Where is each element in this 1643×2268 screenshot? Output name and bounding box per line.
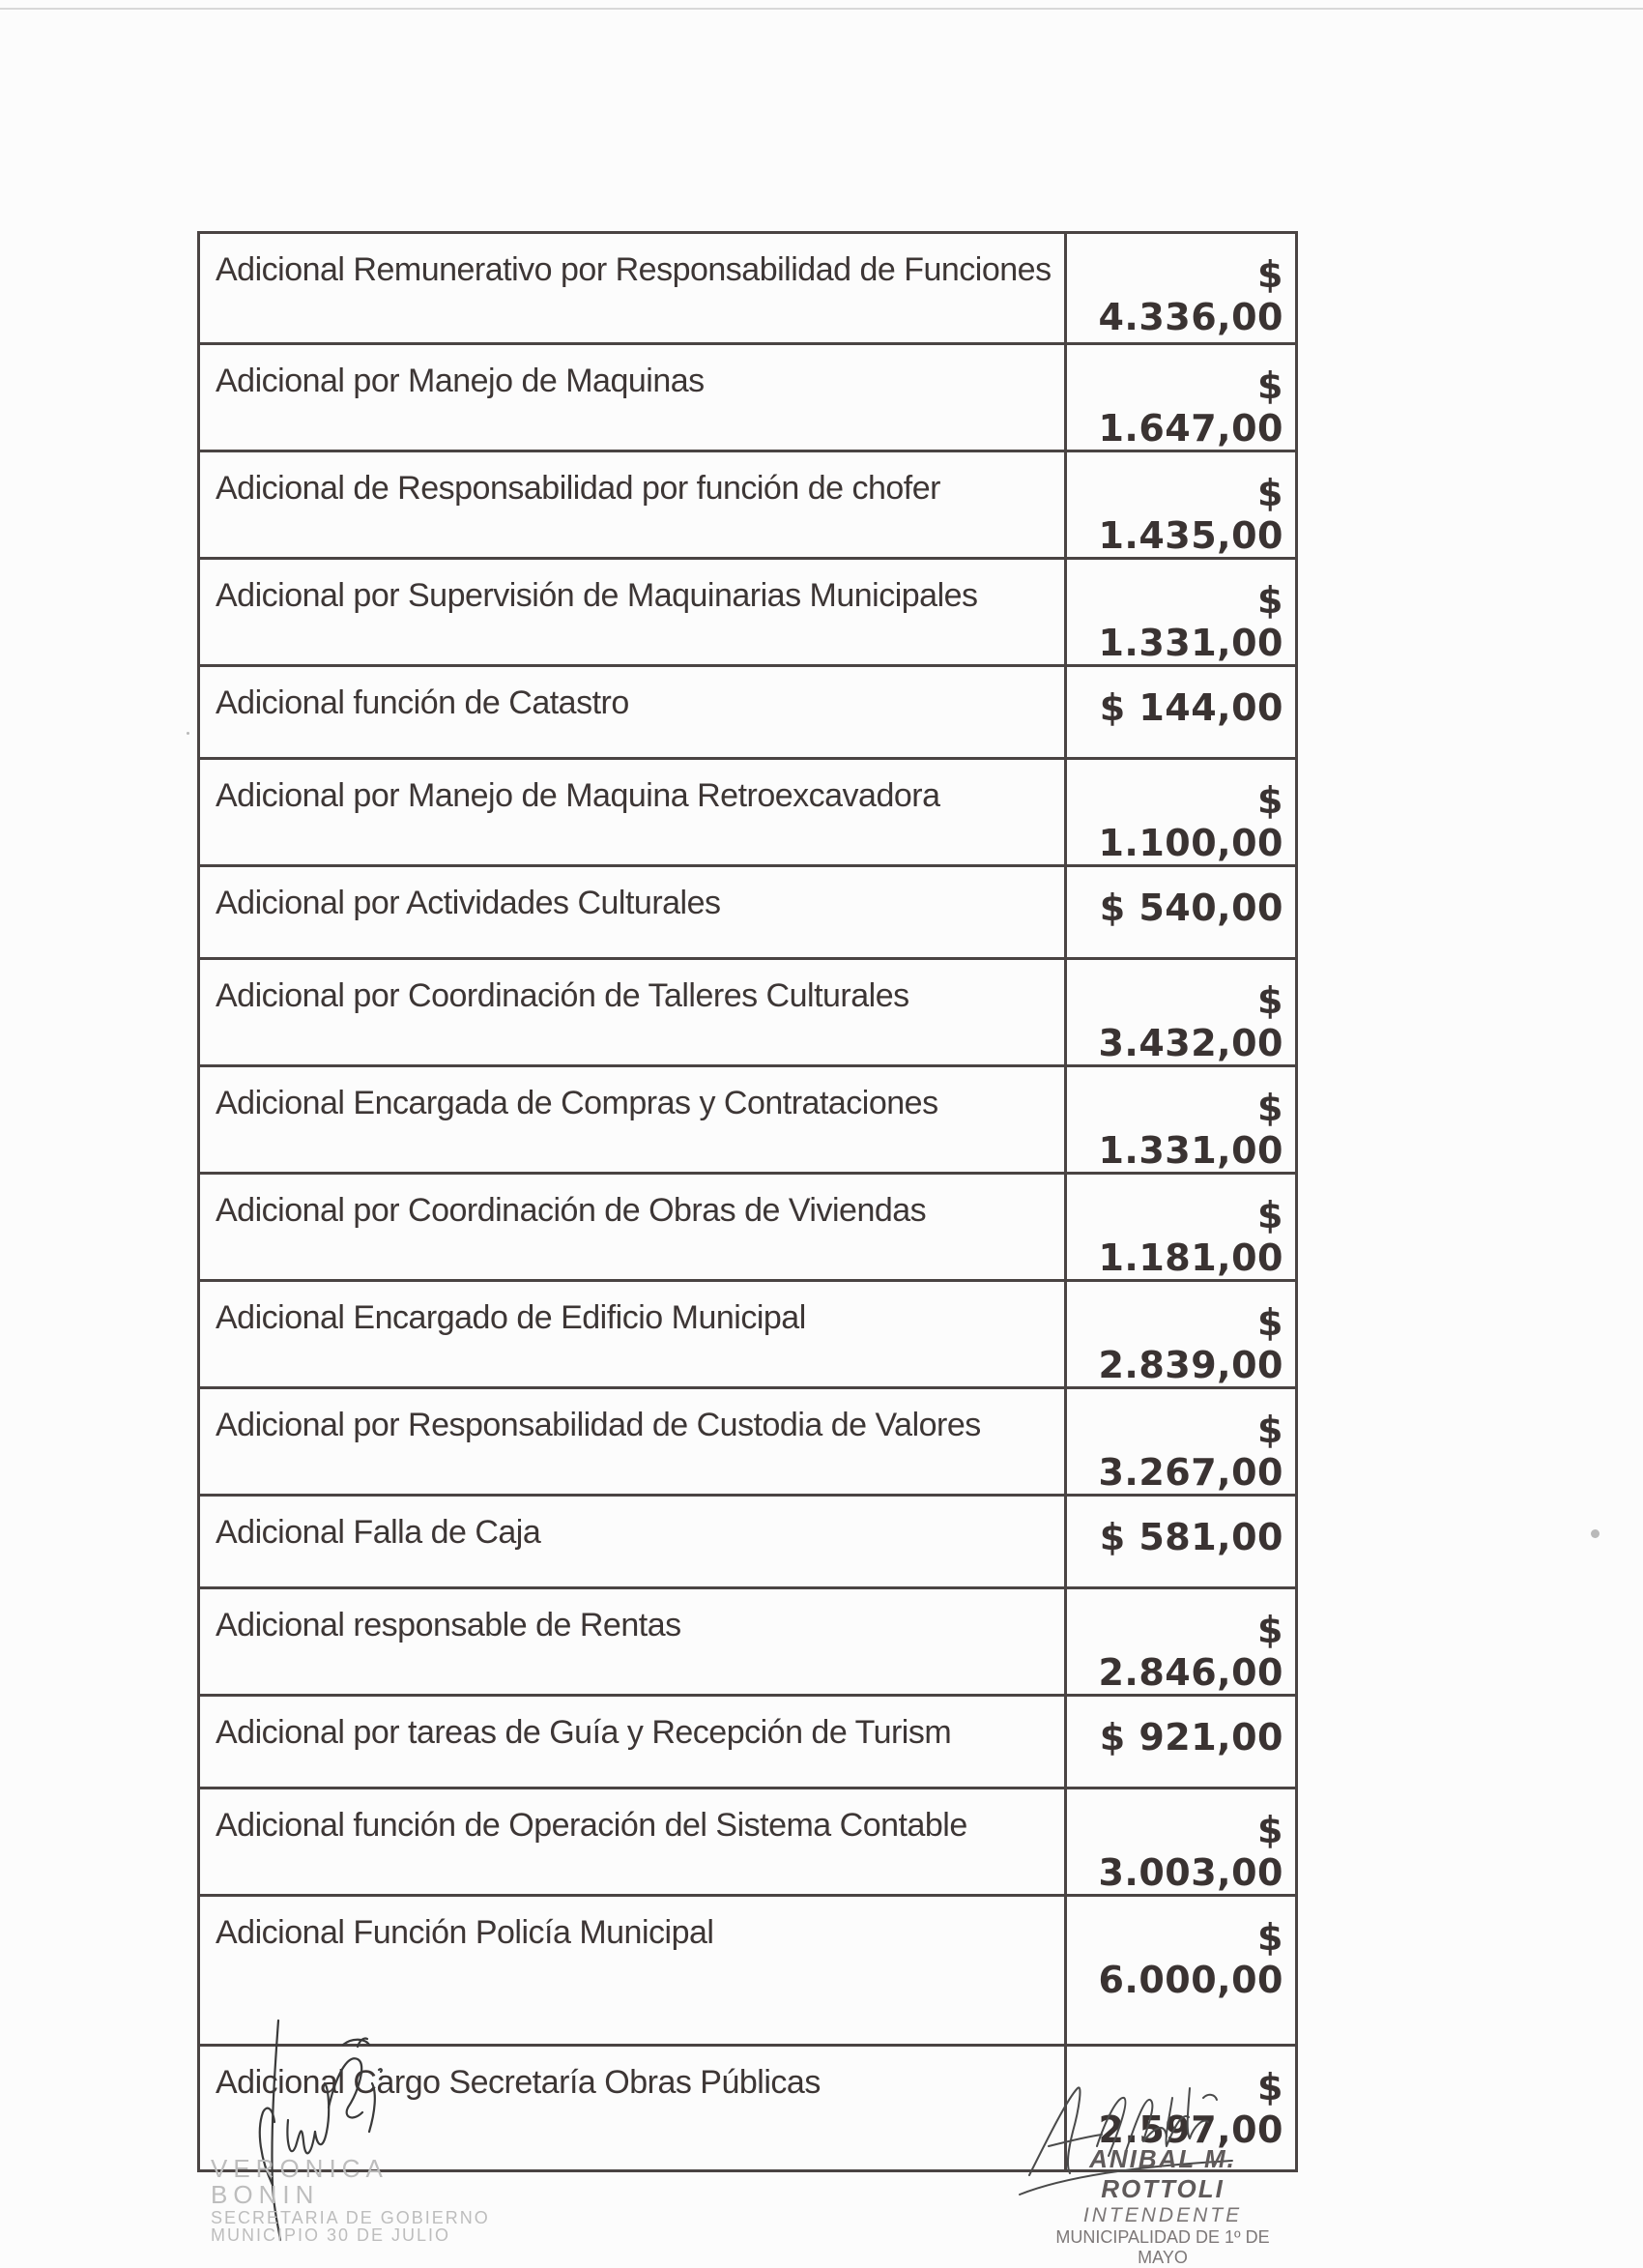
stamp-right-name: ANIBAL M. ROTTOLI [1089,2144,1236,2203]
amount-cell: $ 1.181,00 [1066,1174,1297,1281]
amount-cell: $ 1.100,00 [1066,759,1297,866]
concept-cell: Adicional por Manejo de Maquina Retroexcavadora [199,759,1066,866]
table-row [199,233,1297,344]
stamp-right-org: MUNICIPALIDAD DE 1º DE MAYO [1055,2227,1270,2267]
page-top-edge [0,0,1643,10]
concept-cell: Adicional Falla de Caja [199,1496,1066,1588]
concept-cell: Adicional función de Catastro [199,666,1066,759]
concept-cell: Adicional función de Operación del Sistema Contable [199,1788,1066,1896]
concept-cell: Adicional Cargo Secretaría Obras Públicas [199,2046,1066,2171]
amount-cell: $ 921,00 [1066,1696,1297,1788]
concept-cell: Adicional por Coordinación de Talleres Culturales [199,959,1066,1066]
table-row [199,1174,1297,1281]
amount-cell: $ 1.331,00 [1066,559,1297,666]
concept-cell: Adicional Remunerativo por Responsabilidad de Funciones [199,233,1066,344]
amount-cell: $ 3.003,00 [1066,1788,1297,1896]
table-row [199,1496,1297,1588]
concept-cell: Adicional de Responsabilidad por función de chofer [199,451,1066,559]
table-row [199,344,1297,451]
table-row [199,1788,1297,1896]
amount-cell: $ 581,00 [1066,1496,1297,1588]
amount-cell: $ 1.435,00 [1066,451,1297,559]
table-row [199,451,1297,559]
concept-cell: Adicional por Supervisión de Maquinarias Municipales [199,559,1066,666]
concept-cell: Adicional Encargado de Edificio Municipal [199,1281,1066,1388]
scan-speck [187,732,189,735]
amount-cell: $ 1.647,00 [1066,344,1297,451]
amount-cell: $ 3.432,00 [1066,959,1297,1066]
concept-cell: Adicional por Manejo de Maquinas [199,344,1066,451]
stamp-left-role: SECRETARIA DE GOBIERNO [211,2207,490,2227]
table-row [199,959,1297,1066]
concept-cell: Adicional Función Policía Municipal [199,1896,1066,2046]
scan-speck [1591,1529,1600,1538]
table-row [199,866,1297,959]
concept-cell: Adicional por Responsabilidad de Custodia de Valores [199,1388,1066,1496]
table-row [199,666,1297,759]
table-row [199,1696,1297,1788]
amount-cell: $ 144,00 [1066,666,1297,759]
stamp-left-org: MUNICIPIO 30 DE JULIO [211,2225,451,2246]
concept-cell: Adicional Encargada de Compras y Contrataciones [199,1066,1066,1174]
amount-cell: $ 2.839,00 [1066,1281,1297,1388]
concept-cell: Adicional responsable de Rentas [199,1588,1066,1696]
amount-cell: $ 6.000,00 [1066,1896,1297,2046]
table-row [199,759,1297,866]
amount-cell: $ 2.846,00 [1066,1588,1297,1696]
stamp-left [211,2156,501,2245]
concept-cell: Adicional por Actividades Culturales [199,866,1066,959]
amount-cell: $ 2.597,00 [1066,2046,1297,2171]
stamp-right [1032,2144,1293,2268]
amount-cell: $ 3.267,00 [1066,1388,1297,1496]
stamp-left-name: VERONICA BONIN [211,2154,388,2210]
table-row [199,559,1297,666]
concept-cell: Adicional por Coordinación de Obras de Viviendas [199,1174,1066,1281]
table-row [199,1388,1297,1496]
table-row [199,1588,1297,1696]
allowances-table [197,231,1298,2172]
concept-cell: Adicional por tareas de Guía y Recepción de Turism [199,1696,1066,1788]
table-row [199,1281,1297,1388]
amount-cell: $ 4.336,00 [1066,233,1297,344]
amount-cell: $ 1.331,00 [1066,1066,1297,1174]
stamp-right-role: INTENDENTE [1082,2204,1243,2226]
table-row [199,1066,1297,1174]
amount-cell: $ 540,00 [1066,866,1297,959]
